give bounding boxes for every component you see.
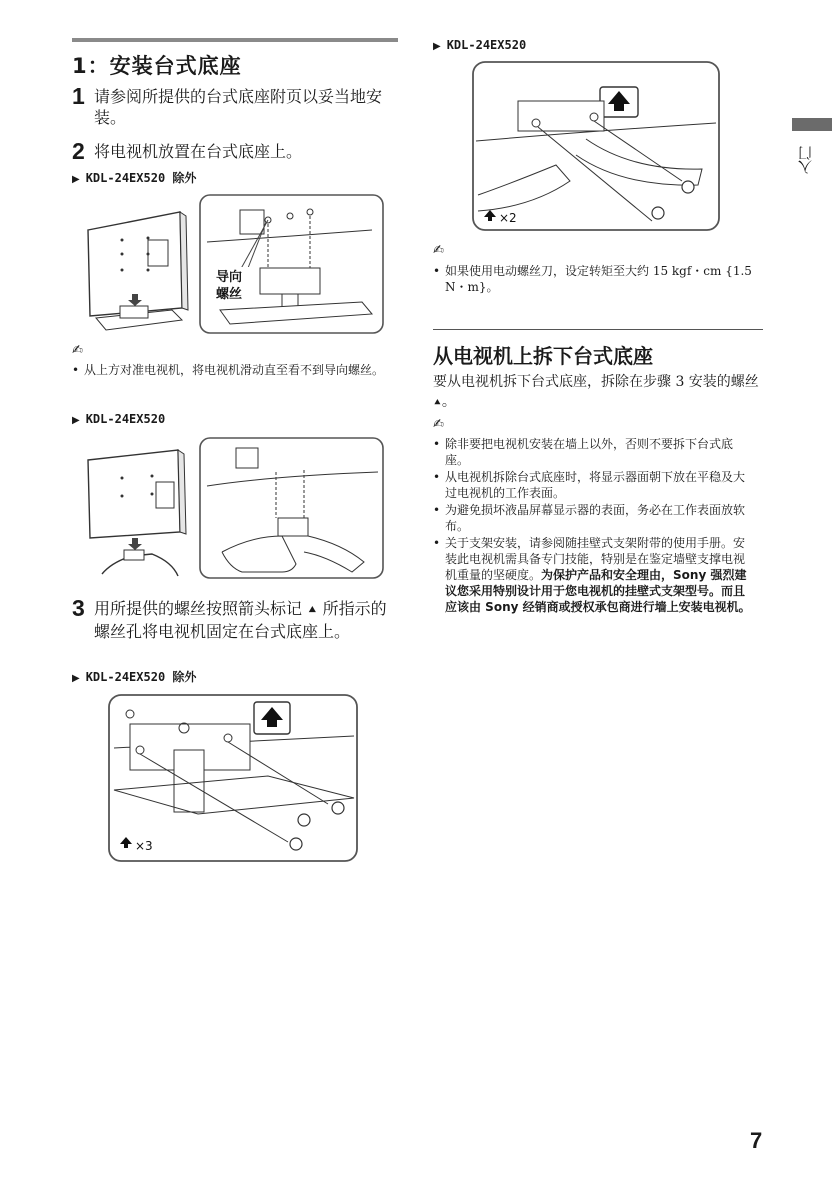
section-divider: [433, 329, 763, 330]
note-item: • 关于支架安装，请参阅随挂壁式支架附带的使用手册。安装此电视机需具备专门技能，特别是在鉴定墙壁支撑电视机重量的坚硬度。为保护产品和安全理由，Sony 强烈建议您采用特别设计用于您电视机的挂壁式支架型号。而且应该由 Sony 经销商或授权承包商进行墙上安装电视机。: [433, 535, 755, 615]
page-number: 7: [750, 1128, 763, 1153]
side-section-label: 入门: [798, 146, 814, 174]
note-pen-icon: ✍: [433, 243, 444, 258]
model-heading: ▶ KDL-24EX520: [72, 412, 166, 426]
model-heading: ▶ KDL-24EX520 除外: [72, 171, 197, 185]
figure-tv-on-pipe-stand: [82, 432, 387, 582]
note-item: • 为避免损坏液晶屏幕显示器的表面，务必在工作表面放软布。: [433, 502, 755, 534]
section-tab-marker: [792, 118, 832, 131]
arrow-mark-icon: ⯅: [433, 396, 442, 409]
step-text: 将电视机放置在台式底座上。: [94, 142, 303, 161]
step-text: 用所提供的螺丝按照箭头标记 ⯅ 所指示的螺丝孔将电视机固定在台式底座上。: [94, 599, 387, 641]
figure-screws-x3: [108, 694, 360, 864]
triangle-icon: ▶: [433, 41, 441, 52]
model-heading: ▶ KDL-24EX520: [433, 38, 527, 52]
svg-text:×2: ×2: [499, 211, 517, 225]
note-list: [433, 436, 755, 616]
step-text: 请参阅所提供的台式底座附页以妥当地安装。: [94, 87, 383, 127]
figure-tv-on-stand-guide-screws: [82, 190, 387, 338]
triangle-icon: ▶: [72, 415, 80, 426]
section-title-remove-stand: 从电视机上拆下台式底座: [433, 344, 653, 368]
section-intro: 要从电视机拆下台式底座，拆除在步骤 3 安装的螺丝 ⯅。: [433, 374, 759, 410]
note-pen-icon: ✍: [433, 417, 444, 432]
note-item: • 除非要把电视机安装在墙上以外，否则不要拆下台式底座。: [433, 436, 755, 468]
note-list: [433, 263, 763, 296]
section-title-install-stand: 1：安装台式底座: [72, 54, 242, 78]
note-item: • 如果使用电动螺丝刀，设定转矩至大约 15 kgf・cm {1.5 N・m}。: [433, 263, 763, 295]
step-1: [72, 83, 392, 128]
svg-text:×3: ×3: [135, 839, 153, 853]
step-number: 3: [72, 595, 85, 621]
svg-text:螺丝: 螺丝: [216, 287, 243, 302]
triangle-icon: ▶: [72, 673, 80, 684]
step-2: [72, 138, 392, 164]
svg-text:导向: 导向: [216, 270, 243, 285]
step-number: 2: [72, 138, 85, 164]
step-3: [72, 595, 392, 642]
step-number: 1: [72, 83, 85, 109]
figure-screws-x2: [472, 61, 722, 233]
arrow-mark-icon: ⯅: [307, 603, 318, 618]
model-heading: ▶ KDL-24EX520 除外: [72, 670, 197, 684]
note-pen-icon: ✍: [72, 343, 83, 358]
note-item: • 从电视机拆除台式底座时，将显示器面朝下放在平稳及大过电视机的工作表面。: [433, 469, 755, 501]
note-item: • 从上方对准电视机，将电视机滑动直至看不到导向螺丝。: [72, 362, 392, 378]
triangle-icon: ▶: [72, 174, 80, 185]
note-list: [72, 362, 392, 379]
section-rule: [72, 38, 398, 42]
